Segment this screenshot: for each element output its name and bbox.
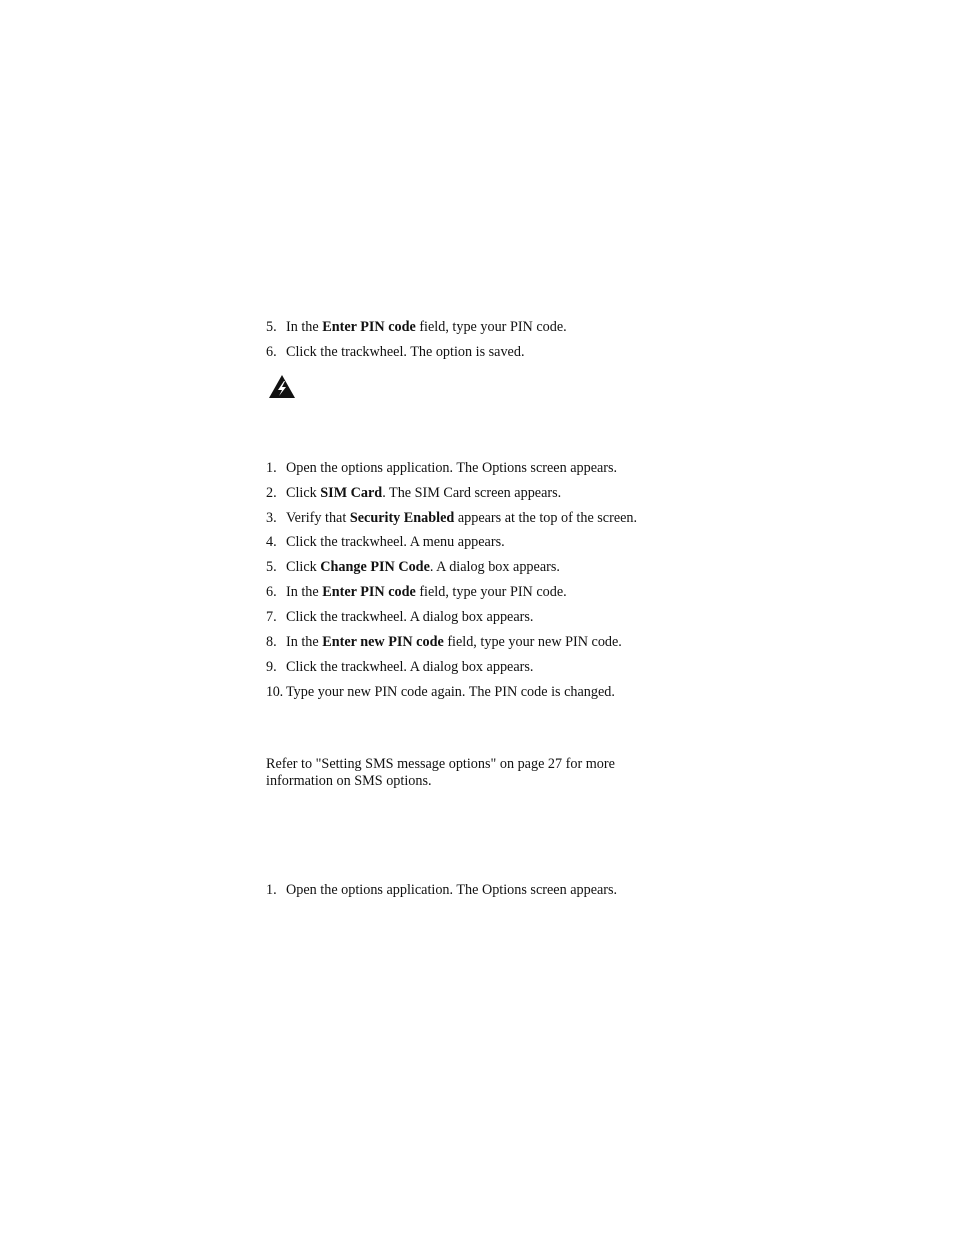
step-bold-term: Change PIN Code — [320, 559, 430, 575]
list-item — [266, 609, 533, 626]
step-text: In the — [286, 584, 323, 600]
list-item — [266, 319, 567, 336]
step-text-after: field, type your new PIN code. — [443, 634, 622, 650]
step-number: 9. — [266, 659, 277, 675]
step-text: Open the options application. The Options screen appears. — [286, 460, 618, 476]
step-number: 6. — [266, 584, 277, 600]
step-text-after: field, type your PIN code. — [415, 584, 567, 600]
list-item — [266, 659, 533, 676]
list-item — [266, 684, 615, 701]
step-text-after: appears at the top of the screen. — [454, 510, 638, 526]
step-text: Verify that — [286, 510, 350, 526]
step-number: 1. — [266, 882, 277, 898]
step-bold-term: Enter PIN code — [322, 584, 416, 600]
list-item — [266, 510, 637, 527]
step-bold-term: Enter new PIN code — [322, 634, 444, 650]
list-item — [266, 485, 561, 502]
step-number: 10. — [266, 684, 283, 700]
step-text: Click the trackwheel. A dialog box appears. — [286, 609, 534, 625]
step-number: 6. — [266, 344, 277, 360]
step-text: Click the trackwheel. The option is saved. — [286, 344, 525, 360]
step-number: 8. — [266, 634, 277, 650]
list-item — [266, 882, 617, 899]
step-number: 1. — [266, 460, 277, 476]
step-text: In the — [286, 319, 323, 335]
step-text: Type your new PIN code again. The PIN code is changed. — [286, 684, 615, 700]
step-number: 2. — [266, 485, 277, 501]
step-bold-term: Enter PIN code — [322, 319, 416, 335]
step-text: Click the trackwheel. A menu appears. — [286, 534, 505, 550]
step-bold-term: Security Enabled — [349, 510, 455, 526]
list-item — [266, 534, 505, 551]
step-text: Click — [286, 485, 321, 501]
step-number: 5. — [266, 559, 277, 575]
step-text: Open the options application. The Options screen appears. — [286, 882, 618, 898]
reference-paragraph: Refer to "Setting SMS message options" on page 27 for more information on SMS options. — [266, 756, 615, 789]
list-item — [266, 584, 567, 601]
step-text: In the — [286, 634, 323, 650]
list-item — [266, 344, 525, 361]
list-item — [266, 634, 622, 651]
list-item — [266, 559, 560, 576]
step-text: Click — [286, 559, 321, 575]
warning-lightning-icon — [268, 374, 296, 399]
step-text-after: . The SIM Card screen appears. — [382, 485, 562, 501]
list-item — [266, 460, 617, 477]
step-number: 4. — [266, 534, 277, 550]
step-text-after: field, type your PIN code. — [415, 319, 567, 335]
step-number: 5. — [266, 319, 277, 335]
step-number: 3. — [266, 510, 277, 526]
step-text-after: . A dialog box appears. — [429, 559, 560, 575]
step-text: Click the trackwheel. A dialog box appears. — [286, 659, 534, 675]
step-bold-term: SIM Card — [320, 485, 383, 501]
step-number: 7. — [266, 609, 277, 625]
